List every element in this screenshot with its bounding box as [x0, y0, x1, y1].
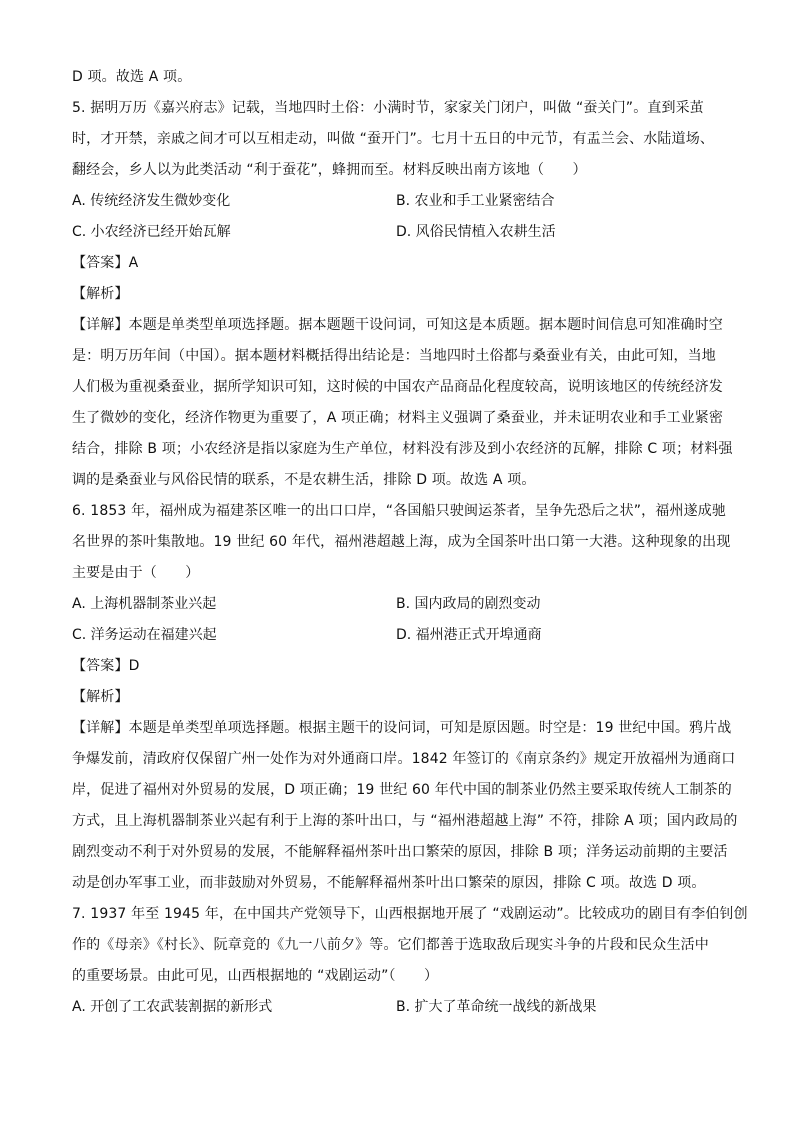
- question-5-stem: 5. 据明万历《嘉兴府志》记载，当地四时土俗：小满时节，家家关门闭户，叫做 “蚕关门”。直到采茧: [72, 100, 704, 116]
- question-6-answer: 【答案】D: [72, 658, 140, 674]
- question-6-stem: 名世界的茶叶集散地。19 世纪 60 年代，福州港超越上海，成为全国茶叶出口第一大港。这种现象的出现: [72, 534, 731, 550]
- question-5-option-b: B. 农业和手工业紧密结合: [396, 193, 555, 209]
- question-6-analysis-heading: 【解析】: [72, 689, 129, 705]
- question-5-option-c: C. 小农经济已经开始瓦解: [72, 224, 231, 240]
- question-5-explanation: 是：明万历年间（中国）。据本题材料概括得出结论是：当地四时土俗都与桑蚕业有关，由此可知，当地: [72, 348, 716, 364]
- question-6-explanation: 岸，促进了福州对外贸易的发展，D 项正确；19 世纪 60 年代中国的制茶业仍然主要采取传统人工制茶的: [72, 782, 732, 798]
- question-6-option-d: D. 福州港正式开埠通商: [396, 627, 542, 643]
- question-6-explanation: 方式，且上海机器制茶业兴起有利于上海的茶叶出口，与 “福州港超越上海” 不符，排除 A 项；国内政局的: [72, 813, 738, 829]
- question-7-stem: 的重要场景。由此可见，山西根据地的 “戏剧运动”（ ）: [72, 968, 439, 984]
- question-5-option-d: D. 风俗民情植入农耕生活: [396, 224, 556, 240]
- question-5-stem: 时，才开禁，亲戚之间才可以互相走动，叫做 “蚕开门”。七月十五日的中元节，有盂兰会、水陆道场、: [72, 131, 715, 147]
- question-5-options-row-1: [72, 186, 732, 217]
- question-7-stem: 作的《母亲》《村长》、阮章竞的《九一八前夕》等。它们都善于选取敌后现实斗争的片段和民众生活中: [72, 937, 709, 953]
- question-6-option-c: C. 洋务运动在福建兴起: [72, 627, 217, 643]
- question-5-explanation: 人们极为重视桑蚕业，据所学知识可知，这时候的中国农产品商品化程度较高，说明该地区的传统经济发: [72, 379, 723, 395]
- question-5-analysis-heading: 【解析】: [72, 286, 129, 302]
- question-6-explanation: 【详解】本题是单类型单项选择题。根据主题干的设问词，可知是原因题。时空是：19 世纪中国。鸦片战: [72, 720, 732, 736]
- question-6-stem: 主要是由于（ ）: [72, 565, 200, 581]
- question-5-options-row-2: [72, 217, 732, 248]
- question-6-explanation: 剧烈变动不利于对外贸易的发展，不能解释福州茶叶出口繁荣的原因，排除 B 项；洋务运动前期的主要活: [72, 844, 728, 860]
- question-5-option-a: A. 传统经济发生微妙变化: [72, 193, 231, 209]
- question-6-option-b: B. 国内政局的剧烈变动: [396, 596, 541, 612]
- question-5-explanation: 生了微妙的变化，经济作物更为重要了，A 项正确；材料主义强调了桑蚕业，并未证明农业和手工业紧密: [72, 410, 724, 426]
- question-6-options-row-2: [72, 620, 732, 651]
- question-6-explanation: 争爆发前，清政府仅保留广州一处作为对外通商口岸。1842 年签订的《南京条约》规定开放福州为通商口: [72, 751, 736, 767]
- question-7-option-b: B. 扩大了革命统一战线的新战果: [396, 999, 597, 1015]
- question-7-stem: 7. 1937 年至 1945 年，在中国共产党领导下，山西根据地开展了 “戏剧运动”。比较成功的剧目有李伯钊创: [72, 906, 748, 922]
- question-7-options-row-1: [72, 992, 732, 1023]
- question-5-explanation: 调的是桑蚕业与风俗民情的联系，不是农耕生活，排除 D 项。故选 A 项。: [72, 472, 536, 488]
- question-6-options-row-1: [72, 589, 732, 620]
- document-page: [72, 62, 748, 1023]
- question-7-option-a: A. 开创了工农武装割据的新形式: [72, 999, 273, 1015]
- question-6-stem: 6. 1853 年，福州成为福建茶区唯一的出口口岸，“各国船只驶闽运茶者，呈争先恐后之状”，福州遂成驰: [72, 503, 727, 519]
- question-5-explanation: 结合，排除 B 项；小农经济是指以家庭为生产单位，材料没有涉及到小农经济的瓦解，排除 C 项；材料强: [72, 441, 733, 457]
- text-line: D 项。故选 A 项。: [72, 69, 192, 85]
- question-6-explanation: 动是创办军事工业，而非鼓励对外贸易，不能解释福州茶叶出口繁荣的原因，排除 C 项。故选 D 项。: [72, 875, 706, 891]
- question-5-answer: 【答案】A: [72, 255, 139, 271]
- question-6-option-a: A. 上海机器制茶业兴起: [72, 596, 217, 612]
- question-5-explanation: 【详解】本题是单类型单项选择题。据本题题干设问词，可知这是本质题。据本题时间信息可知准确时空: [72, 317, 723, 333]
- question-5-stem: 翻经会，乡人以为此类活动 “利于蚕花”，蜂拥而至。材料反映出南方该地（ ）: [72, 162, 587, 178]
